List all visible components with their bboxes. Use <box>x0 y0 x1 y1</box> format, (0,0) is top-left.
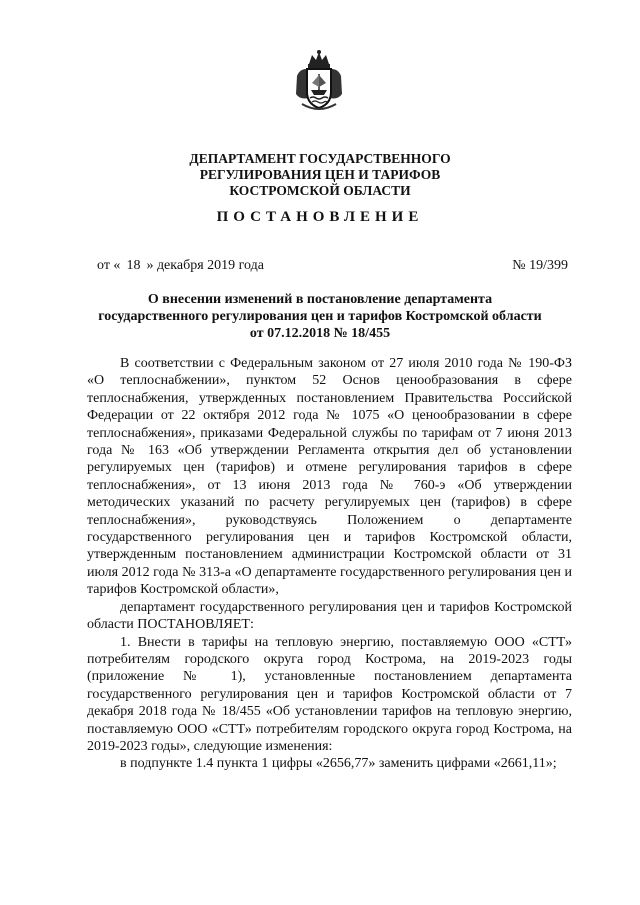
document-type: ПОСТАНОВЛЕНИЕ <box>216 209 424 225</box>
body-paragraph-resolution: департамент государственного регулирования цен и тарифов Костромской области ПОСТАНОВЛЯЕТ: <box>87 599 572 633</box>
document-number: № 19/399 <box>512 258 568 273</box>
body-paragraph-item-1: 1. Внести в тарифы на тепловую энергию, поставляемую ООО «СТТ» потребителям городского округа город Кострома, на 2019-2023 годы (приложение № 1), установленные постановлением департамента государственного регулирования цен и тарифов Костромской области от 7 декабря 2018 года № 18/455 «Об установлении тарифов на тепловую энергию, поставляемую ООО «СТТ» потребителям городского округа город Кострома, на 2019-2023 годы», следующие изменения: <box>87 634 572 754</box>
department-header <box>0 151 640 199</box>
header-line-2: РЕГУЛИРОВАНИЯ ЦЕН И ТАРИФОВ <box>199 167 441 182</box>
document-date <box>97 258 264 274</box>
body-paragraph-subitem: в подпункте 1.4 пункта 1 цифры «2656,77» заменить цифрами «2661,11»; <box>120 756 557 772</box>
title-line-1: О внесении изменений в постановление департамента <box>147 292 493 307</box>
header-line-3: КОСТРОМСКОЙ ОБЛАСТИ <box>229 183 411 198</box>
body-paragraph-preamble: В соответствии с Федеральным законом от 27 июля 2010 года № 190-ФЗ «О теплоснабжении», пунктом 52 Основ ценообразования в сфере теплоснабжения, утвержденных постановлением Правительства Российской Федерации от 22 октября 2012 года № 1075 «О ценообразовании в сфере теплоснабжения», приказами Федеральной службы по тарифам от 7 июня 2013 года № 163 «Об утверждении Регламента открытия дел об установлении регулируемых цен (тарифов) и отмене регулирования тарифов в сфере теплоснабжения», от 13 июня 2013 года № 760-э «Об утверждении методических указаний по расчету регулируемых цен (тарифов) в сфере теплоснабжения», руководствуясь Положением о департаменте государственного регулирования цен и тарифов Костромской области, утвержденным постановлением администрации Костромской области от 31 июля 2012 года № 313-а «О департаменте государственного регулирования цен и тарифов Костромской области», <box>87 356 572 598</box>
document-body <box>87 355 572 773</box>
header-line-1: ДЕПАРТАМЕНТ ГОСУДАРСТВЕННОГО <box>189 151 451 166</box>
date-prefix: от « <box>97 258 121 273</box>
date-suffix: » декабря 2019 года <box>146 258 264 273</box>
date-day: 18 <box>126 258 141 273</box>
title-line-2: государственного регулирования цен и тарифов Костромской области <box>98 309 542 324</box>
title-line-3: от 07.12.2018 № 18/455 <box>249 326 391 341</box>
coat-of-arms-icon <box>294 50 344 112</box>
document-title <box>60 291 580 342</box>
